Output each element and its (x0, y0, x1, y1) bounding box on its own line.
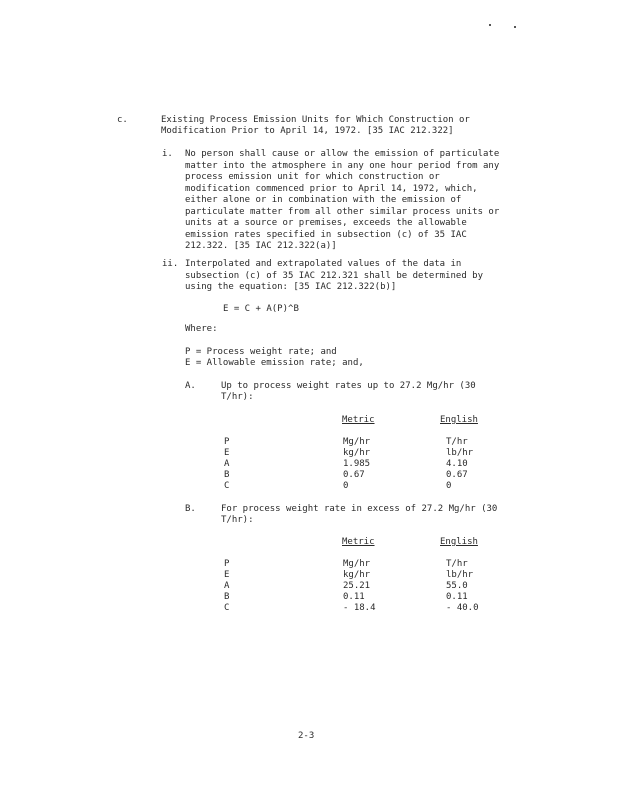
sub-b-line-2: T/hr): (221, 515, 254, 525)
text-line: particulate matter from all other similar process units or (185, 206, 500, 217)
section-title-line-2: Modification Prior to April 14, 1972. [35 IAC 212.322] (161, 126, 454, 136)
sub-a-metric-header: Metric (342, 415, 375, 425)
text-line: emission rates specified in subsection (c) of 35 IAC (185, 229, 467, 240)
table-row-symbol: P (224, 559, 230, 569)
table-row-metric: - 18.4 (343, 603, 376, 613)
table-row-symbol: P (224, 437, 230, 447)
table-row-symbol: C (224, 603, 230, 613)
table-row-metric: kg/hr (343, 570, 371, 580)
item-i-paragraph (185, 149, 499, 253)
text-line: modification commenced prior to April 14, 1972, which, (185, 183, 478, 194)
sub-a-english-header: English (440, 415, 478, 425)
definition-e: E = Allowable emission rate; and, (185, 358, 364, 368)
section-title-line-1: Existing Process Emission Units for Which Construction or (161, 115, 470, 125)
table-row-metric: 0.67 (343, 470, 365, 480)
table-row-english: lb/hr (446, 448, 474, 458)
table-row-metric: 25.21 (343, 581, 371, 591)
table-row-english: lb/hr (446, 570, 474, 580)
item-ii-numeral: ii. (162, 259, 179, 269)
table-row-english: 4.10 (446, 459, 468, 469)
text-line: process emission unit for which construction or (185, 172, 440, 182)
scan-speck (514, 26, 516, 28)
table-row-symbol: A (224, 581, 230, 591)
text-line: No person shall cause or allow the emission of particulate (185, 149, 500, 159)
section-letter: c. (117, 115, 128, 125)
sub-b-metric-header: Metric (342, 537, 375, 547)
table-row-symbol: A (224, 459, 230, 469)
sub-b-letter: B. (185, 504, 196, 514)
table-row-symbol: E (224, 570, 230, 580)
table-row-metric: 1.985 (343, 459, 371, 469)
table-row-english: - 40.0 (446, 603, 479, 613)
table-row-symbol: C (224, 481, 230, 491)
table-row-symbol: E (224, 448, 230, 458)
sub-a-line-2: T/hr): (221, 392, 254, 402)
table-row-symbol: B (224, 592, 230, 602)
where-label: Where: (185, 324, 218, 334)
table-row-english: T/hr (446, 559, 468, 569)
text-line: 212.322. [35 IAC 212.322(a)] (185, 241, 337, 251)
table-row-english: 0 (446, 481, 452, 491)
text-line: units at a source or premises, exceeds the allowable (185, 218, 467, 228)
table-row-metric: Mg/hr (343, 437, 371, 447)
page-number: 2-3 (298, 731, 315, 741)
sub-a-line-1: Up to process weight rates up to 27.2 Mg/hr (30 (221, 381, 476, 391)
table-row-metric: Mg/hr (343, 559, 371, 569)
table-row-metric: 0.11 (343, 592, 365, 602)
table-row-english: T/hr (446, 437, 468, 447)
text-line: either alone or in combination with the emission of (185, 195, 462, 205)
table-row-metric: kg/hr (343, 448, 371, 458)
scan-speck (489, 24, 491, 26)
equation: E = C + A(P)^B (223, 304, 299, 314)
text-line: using the equation: [35 IAC 212.322(b)] (185, 282, 397, 292)
sub-b-english-header: English (440, 537, 478, 547)
table-row-metric: 0 (343, 481, 349, 491)
table-row-english: 55.0 (446, 581, 468, 591)
item-ii-paragraph (185, 259, 483, 294)
table-row-english: 0.67 (446, 470, 468, 480)
item-i-numeral: i. (162, 149, 173, 159)
text-line: subsection (c) of 35 IAC 212.321 shall be determined by (185, 270, 484, 281)
table-row-symbol: B (224, 470, 230, 480)
sub-b-line-1: For process weight rate in excess of 27.2 Mg/hr (30 (221, 504, 498, 514)
text-line: Interpolated and extrapolated values of the data in (185, 259, 462, 269)
sub-a-letter: A. (185, 381, 196, 391)
definition-p: P = Process weight rate; and (185, 347, 337, 357)
table-row-english: 0.11 (446, 592, 468, 602)
text-line: matter into the atmosphere in any one hour period from any (185, 160, 500, 171)
